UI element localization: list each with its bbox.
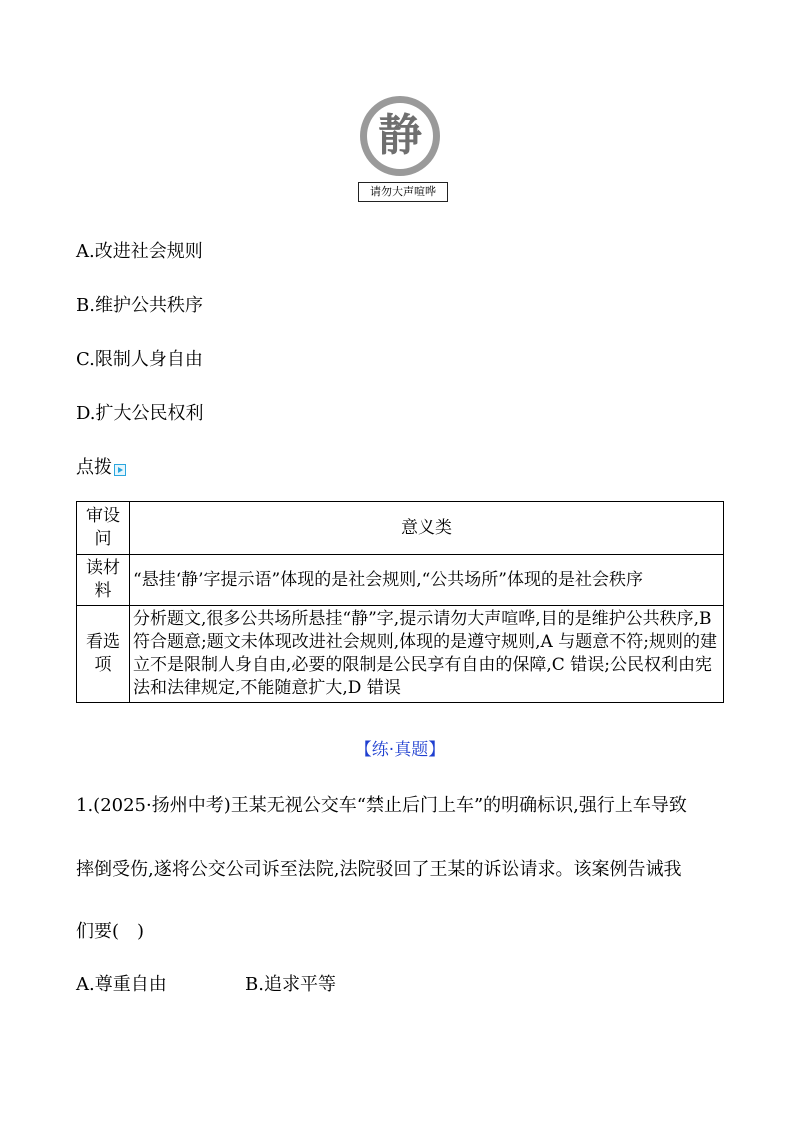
quiet-sign-image [358,96,444,204]
table-row [77,555,724,606]
table-row-content: “悬挂‘静’字提示语”体现的是社会规则,“公共场所”体现的是社会秩序 [130,555,724,606]
table-row-label: 审设问 [77,502,130,555]
table-row-content: 意义类 [130,502,724,555]
option-b: B.维护公共秩序 [76,295,203,316]
question-line-3: 们要( ) [76,921,145,942]
quiet-sign-character: 静 [378,110,422,161]
analysis-table [76,501,724,703]
table-row-content: 分析题文,很多公共场所悬挂“静”字,提示请勿大声喧哗,目的是维护公共秩序,B 符合题意;题文未体现改进社会规则,体现的是遵守规则,A 与题意不符;规则的建立不是限制人身自由,必要的限制是公民享有自由的保障,C 错误;公民权利由宪法和法律规定,不能随意扩大,D 错误 [130,606,724,703]
option-c: C.限制人身自由 [76,349,203,370]
section-heading: 【练·真题】 [354,740,446,760]
question-option-b: B.追求平等 [245,974,336,995]
table-row-label: 读材料 [77,555,130,606]
option-a: A.改进社会规则 [76,241,203,262]
option-d: D.扩大公民权利 [76,403,204,424]
table-row [77,606,724,703]
question-line-2: 摔倒受伤,遂将公交公司诉至法院,法院驳回了王某的诉讼请求。该案例告诫我 [76,859,682,880]
tip-heading [76,456,126,480]
tip-label: 点拨 [76,457,112,478]
quiet-sign-circle [360,96,440,176]
table-row [77,502,724,555]
table-row-label: 看选项 [77,606,130,703]
question-option-a: A.尊重自由 [76,974,167,995]
question-line-1: 1.(2025·扬州中考)王某无视公交车“禁止后门上车”的明确标识,强行上车导致 [76,795,687,816]
play-icon [114,464,126,476]
quiet-sign-caption: 请勿大声喧哗 [358,182,448,202]
